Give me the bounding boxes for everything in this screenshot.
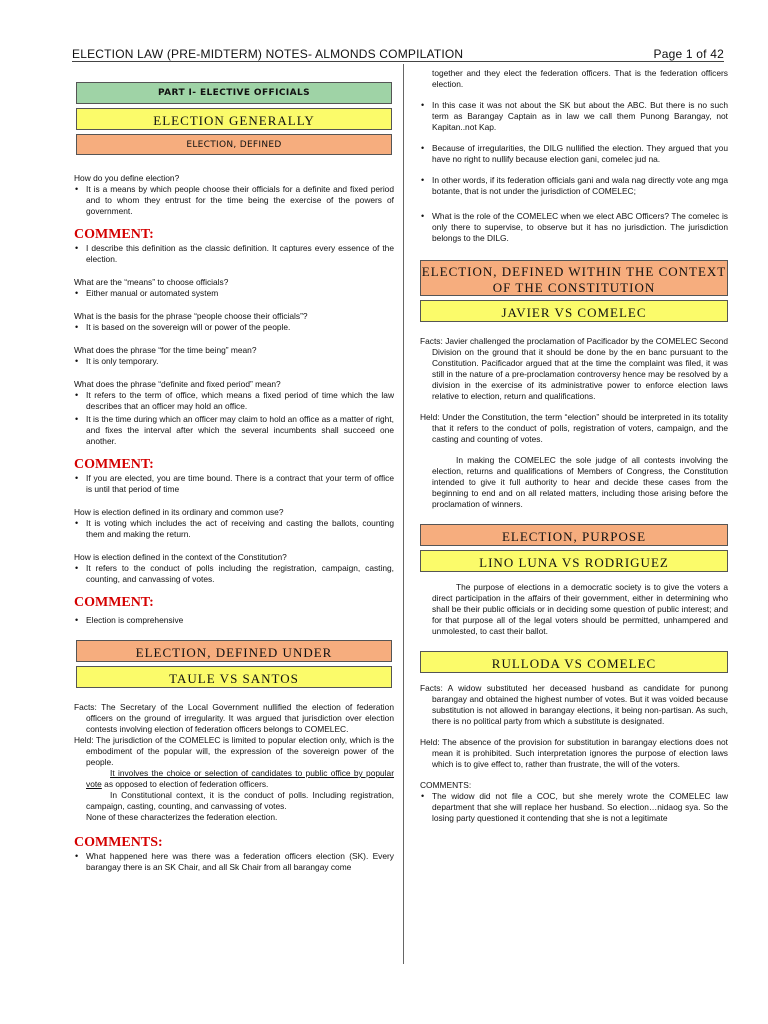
comment-bullet: • Because of irregularities, the DILG nullified the election. They argued that you have no right to nullify because election gani, comelec jud na. — [420, 143, 728, 165]
answer-bullet: • It is based on the sovereign will or power of the people. — [74, 322, 394, 333]
question: How is election defined in its ordinary and common use? — [74, 507, 284, 517]
answer-bullet: • It refers to the conduct of polls including the registration, campaign, casting, counting, and canvassing of votes. — [74, 563, 394, 585]
underlined-text: It involves the choice or selection of candidates to public office by popular vote — [86, 768, 394, 789]
case-held: Held: The jurisdiction of the COMELEC is limited to popular election only, which is the embodiment of the popular will, the expression of the sovereign power of the people. — [74, 735, 394, 767]
answer-bullet: • Either manual or automated system — [74, 288, 394, 299]
case-held-detail: In making the COMELEC the sole judge of all contests involving the election, returns and qualifications of Members of Congress, the Constitution intended to give it full authority to hear and decide these cases from the beginning to end and on all related matters, including those arising before the proclamation of winners. — [432, 455, 728, 509]
case-title-taule-vs-santos: TAULE VS SANTOS — [76, 666, 392, 688]
comment-bullet: • Election is comprehensive — [74, 615, 394, 626]
case-title-lino-luna-vs-rodriguez: LINO LUNA VS RODRIGUEZ — [420, 550, 728, 572]
column-divider — [403, 64, 404, 964]
subsection-election-defined: ELECTION, DEFINED — [76, 134, 392, 155]
purpose-text: The purpose of elections in a democratic society is to give the voters a direct participation in the affairs of their government, either in determining who shall be their public officials or in deciding some question of public interest; and for that purpose all of the legal voters should be permitted, unhampered and unmolested, to cast their ballot. — [432, 582, 728, 636]
comment-bullet: • The widow did not file a COC, but she merely wrote the COMELEC law department that she will replace her husband. So election…nidaog sya. So the losing party questioned it contending that she is not a legitimate — [420, 791, 728, 824]
left-column — [74, 66, 394, 873]
part-title-box: PART I- ELECTIVE OFFICIALS — [76, 82, 392, 104]
comment-bullet: • I describe this definition as the classic definition. It captures every essence of the election. — [74, 243, 394, 265]
right-column — [420, 68, 728, 824]
question: What does the phrase “definite and fixed period” mean? — [74, 379, 281, 389]
section-title-election-defined-within: ELECTION, DEFINED WITHIN THE CONTEXT OF THE CONSTITUTION — [420, 260, 728, 296]
case-held-detail: In Constitutional context, it is the conduct of polls. Including registration, campaign, casting, counting, and canvassing of votes. — [86, 790, 394, 811]
comment-heading: COMMENT: — [74, 595, 154, 610]
document-title: ELECTION LAW (PRE-MIDTERM) NOTES- ALMONDS COMPILATION — [72, 47, 464, 61]
answer-bullet: • It is a means by which people choose their officials for a definite and fixed period and to whom they entrust for the time being the exercise of the powers of government. — [74, 184, 394, 217]
case-held-detail — [74, 768, 394, 790]
question: What are the “means” to choose officials? — [74, 277, 229, 287]
continued-text: together and they elect the federation officers. That is the federation officers election. — [432, 68, 728, 89]
comment-bullet: • In this case it was not about the SK but about the ABC. But there is no such term as Barangay Captain as in law we call them Punong Barangay, not Kapitan..not Kap. — [420, 100, 728, 133]
section-title-election-defined-under: ELECTION, DEFINED UNDER — [76, 640, 392, 662]
comments-heading: COMMENTS: — [74, 835, 163, 850]
page-number: Page 1 of 42 — [653, 47, 724, 61]
case-held-detail: None of these characterizes the federation election. — [86, 812, 278, 822]
comment-bullet: • What is the role of the COMELEC when we elect ABC Officers? The comelec is only there to supervise, to observe but it has no jurisdiction. The jurisdiction belongs to the DILG. — [420, 211, 728, 244]
case-title-rulloda-vs-comelec: RULLODA VS COMELEC — [420, 651, 728, 673]
answer-bullet: • It is voting which includes the act of receiving and casting the ballots, counting them and making the return. — [74, 518, 394, 540]
case-facts: Facts: Javier challenged the proclamation of Pacificador by the COMELEC Second Division on the ground that it should be done by the en banc pursuant to the Constitution. Pacificador argued that at the time the complaint was filed, it was still in the nature of a pre-proclamation controversy hence may be resolved by a division in the exercise of its administrative power to enforce election laws relative to election, return and qualifications. — [420, 336, 728, 401]
comment-bullet: • What happened here was there was a federation officers election (SK). Every barangay there is an SK Chair, and all Sk Chair from all barangay come — [74, 851, 394, 873]
case-title-javier-vs-comelec: JAVIER VS COMELEC — [420, 300, 728, 322]
question: What is the basis for the phrase “people choose their officials”? — [74, 311, 308, 321]
comment-heading: COMMENT: — [74, 227, 154, 242]
answer-bullet: • It is only temporary. — [74, 356, 394, 367]
case-facts: Facts: The Secretary of the Local Government nullified the election of federation officers on the ground of irregularity. It was argued that jurisdiction over election contests involving election of federation officers belongs to COMELEC. — [74, 702, 394, 734]
question: What does the phrase “for the time being” mean? — [74, 345, 257, 355]
section-title-election-generally: ELECTION GENERALLY — [76, 108, 392, 130]
comment-bullet: • In other words, if its federation officials gani and wala nag directly vote ang mga botante, that is not under the jurisdiction of COMELEC; — [420, 175, 728, 197]
case-held: Held: The absence of the provision for substitution in barangay elections does not mean it is prohibited. Such interpretation ignores the purpose of election laws which is to give effect to, rather than frustrate, the will of the voters. — [420, 737, 728, 769]
comment-bullet: • If you are elected, you are time bound. There is a contract that your term of office is until that period of time — [74, 473, 394, 495]
comments-label: COMMENTS: — [420, 780, 472, 790]
section-title-election-purpose: ELECTION, PURPOSE — [420, 524, 728, 546]
answer-bullet: • It is the time during which an officer may claim to hold an office as a matter of right, and fixes the interval after which the several incumbents shall succeed one another. — [74, 414, 394, 447]
held-text: as opposed to election of federation officers. — [101, 779, 269, 789]
comment-heading: COMMENT: — [74, 457, 154, 472]
page-header — [72, 44, 724, 62]
question: How is election defined in the context of the Constitution? — [74, 552, 287, 562]
question: How do you define election? — [74, 173, 180, 183]
case-facts: Facts: A widow substituted her deceased husband as candidate for punong barangay and obtained the highest number of votes. But it was voided because substitution is not allowed in barangay elections, it being non-partisan. As such, there is no political party from which a substitute is designated. — [420, 683, 728, 726]
case-held: Held: Under the Constitution, the term “election” should be interpreted in its totality that it refers to the conduct of polls, registration of voters, campaign, and the casting and counting of votes. — [420, 412, 728, 444]
answer-bullet: • It refers to the term of office, which means a fixed period of time which the law describes that an officer may hold an office. — [74, 390, 394, 412]
